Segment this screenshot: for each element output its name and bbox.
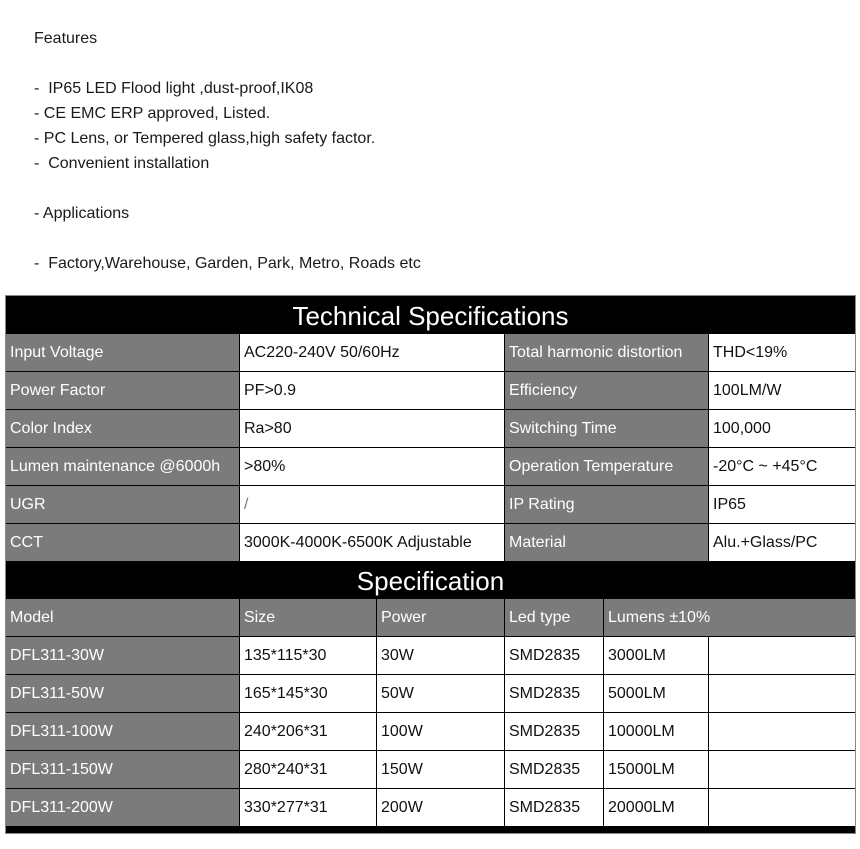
model-cell: DFL311-30W [6, 637, 239, 674]
tech-row [6, 448, 855, 485]
led-cell: SMD2835 [505, 675, 603, 712]
tech-label: Operation Temperature [505, 448, 708, 485]
lumens-cell: 10000LM [604, 713, 708, 750]
size-cell: 240*206*31 [240, 713, 376, 750]
tech-row [6, 524, 855, 561]
size-cell: 135*115*30 [240, 637, 376, 674]
tech-label: Power Factor [6, 372, 239, 409]
header-model: Model [6, 599, 239, 636]
feature-item: - Convenient installation [34, 155, 210, 172]
lumens-cell: 20000LM [604, 789, 708, 826]
power-cell: 150W [377, 751, 504, 788]
tech-label: IP Rating [505, 486, 708, 523]
tech-value: 100LM/W [709, 372, 855, 409]
spec-row [6, 751, 855, 788]
empty-cell [709, 637, 855, 674]
specification-title: Specification [6, 562, 855, 598]
empty-cell [709, 789, 855, 826]
led-cell: SMD2835 [505, 789, 603, 826]
tech-label: Input Voltage [6, 334, 239, 371]
power-cell: 100W [377, 713, 504, 750]
technical-specs-title: Technical Specifications [6, 296, 855, 334]
tech-row [6, 372, 855, 409]
tech-value: -20°C ~ +45°C [709, 448, 855, 485]
header-lumens: Lumens ±10% [604, 599, 855, 636]
applications-list: - Factory,Warehouse, Garden, Park, Metro, Roads etc [34, 255, 421, 272]
size-cell: 165*145*30 [240, 675, 376, 712]
tech-value: 100,000 [709, 410, 855, 447]
tech-label: UGR [6, 486, 239, 523]
power-cell: 200W [377, 789, 504, 826]
empty-cell [709, 675, 855, 712]
tech-value: >80% [240, 448, 504, 485]
led-cell: SMD2835 [505, 637, 603, 674]
tech-value: / [240, 486, 504, 523]
spec-sheet [5, 295, 856, 834]
spec-row [6, 789, 855, 826]
tech-row [6, 486, 855, 523]
lumens-cell: 5000LM [604, 675, 708, 712]
model-cell: DFL311-150W [6, 751, 239, 788]
header-led-type: Led type [505, 599, 603, 636]
header-power: Power [377, 599, 504, 636]
tech-label: Color Index [6, 410, 239, 447]
tech-row [6, 334, 855, 371]
model-cell: DFL311-50W [6, 675, 239, 712]
tech-label: CCT [6, 524, 239, 561]
model-cell: DFL311-200W [6, 789, 239, 826]
applications-heading: - Applications [34, 205, 130, 222]
tech-row [6, 410, 855, 447]
header-size: Size [240, 599, 376, 636]
empty-cell [709, 751, 855, 788]
tech-value: IP65 [709, 486, 855, 523]
tech-value: AC220-240V 50/60Hz [240, 334, 504, 371]
model-cell: DFL311-100W [6, 713, 239, 750]
features-heading: Features [34, 30, 98, 47]
tech-label: Lumen maintenance @6000h [6, 448, 239, 485]
spec-row [6, 713, 855, 750]
tech-value: PF>0.9 [240, 372, 504, 409]
led-cell: SMD2835 [505, 751, 603, 788]
feature-item: - IP65 LED Flood light ,dust-proof,IK08 [34, 80, 314, 97]
size-cell: 330*277*31 [240, 789, 376, 826]
lumens-cell: 15000LM [604, 751, 708, 788]
empty-cell [709, 713, 855, 750]
tech-value: THD<19% [709, 334, 855, 371]
power-cell: 30W [377, 637, 504, 674]
tech-value: 3000K-4000K-6500K Adjustable [240, 524, 504, 561]
spec-row [6, 637, 855, 674]
spec-row [6, 675, 855, 712]
tech-label: Material [505, 524, 708, 561]
size-cell: 280*240*31 [240, 751, 376, 788]
feature-item: - PC Lens, or Tempered glass,high safety factor. [34, 130, 376, 147]
tech-label: Efficiency [505, 372, 708, 409]
tech-value: Ra>80 [240, 410, 504, 447]
power-cell: 50W [377, 675, 504, 712]
tech-label: Switching Time [505, 410, 708, 447]
spec-header-row [6, 599, 855, 636]
led-cell: SMD2835 [505, 713, 603, 750]
tech-label: Total harmonic distortion [505, 334, 708, 371]
feature-item: - CE EMC ERP approved, Listed. [34, 105, 271, 122]
lumens-cell: 3000LM [604, 637, 708, 674]
tech-value: Alu.+Glass/PC [709, 524, 855, 561]
